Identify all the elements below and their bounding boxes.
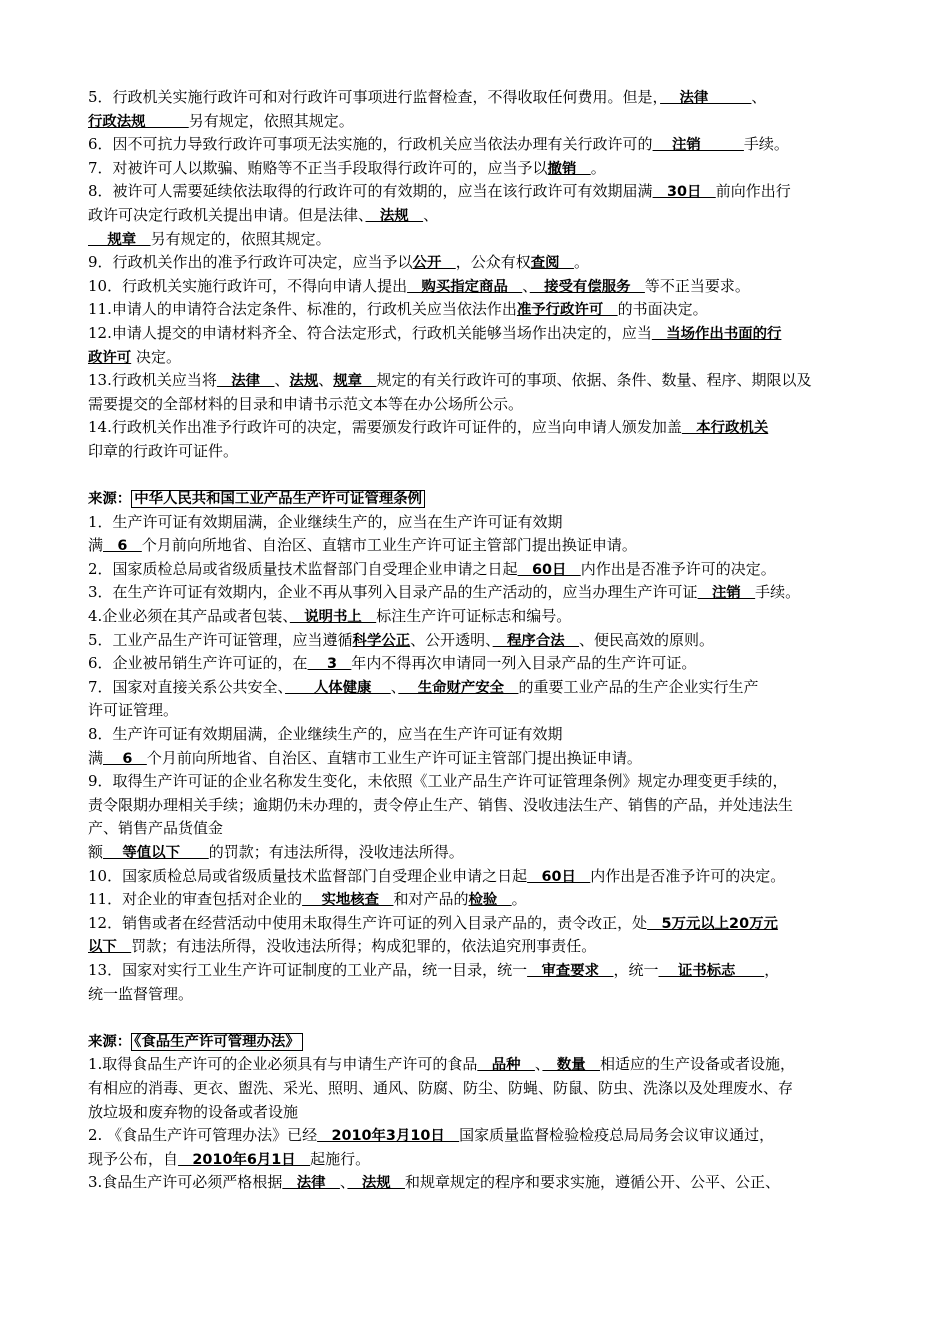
answer-blank: 当场作出书面的行 bbox=[651, 325, 782, 342]
text-run: 12．销售或者在经营活动中使用未取得生产许可证的列入目录产品的，责令改正，处 bbox=[88, 913, 648, 932]
text-run: 、公开透明、 bbox=[410, 630, 493, 649]
text-line bbox=[88, 935, 880, 959]
text-line bbox=[88, 369, 880, 393]
text-line bbox=[88, 1077, 880, 1101]
text-line bbox=[88, 393, 880, 417]
text-run: 1.取得食品生产许可的企业必须具有与申请生产许可的食品 bbox=[88, 1055, 478, 1074]
answer-blank: 本行政机关 bbox=[681, 420, 769, 437]
source-heading-food-production bbox=[88, 1030, 880, 1054]
text-line bbox=[88, 511, 880, 535]
text-line bbox=[88, 629, 880, 653]
answer-blank: 2010年3月10日 bbox=[317, 1128, 460, 1145]
text-line bbox=[88, 86, 880, 110]
answer-blank: 说明书上 bbox=[289, 609, 377, 626]
answer-blank: 60日 bbox=[517, 561, 581, 578]
text-run: 统一监督管理。 bbox=[88, 984, 194, 1003]
text-run: 13.行政机关应当将 bbox=[88, 371, 217, 390]
text-line bbox=[88, 699, 880, 723]
text-run: 、便民高效的原则。 bbox=[579, 630, 715, 649]
answer-blank: 实地核查 bbox=[302, 892, 394, 909]
section-administrative-licensing bbox=[88, 86, 880, 464]
text-line bbox=[88, 865, 880, 889]
answer-blank: 查阅 bbox=[530, 255, 574, 272]
text-line bbox=[88, 1101, 880, 1125]
answer-blank: 2010年6月1日 bbox=[178, 1151, 311, 1168]
text-run: 、 bbox=[751, 88, 767, 106]
answer-blank: 规章 bbox=[88, 231, 151, 248]
text-run: 规定的有关行政许可的事项、依据、条件、数量、程序、期限以及 bbox=[376, 371, 812, 390]
answer-blank: 购买指定商品 bbox=[407, 278, 523, 295]
text-line bbox=[88, 440, 880, 464]
text-line bbox=[88, 416, 880, 440]
answer-blank: 准予行政许可 bbox=[516, 302, 618, 319]
answer-blank: 法规 bbox=[289, 373, 319, 390]
text-run: 等不正当要求。 bbox=[644, 276, 750, 295]
answer-blank: 撤销 bbox=[547, 160, 591, 177]
text-run: 起施行。 bbox=[310, 1149, 371, 1168]
answer-blank: 政许可 bbox=[88, 349, 132, 366]
answer-blank: 法规 bbox=[365, 207, 424, 224]
text-run: 前向作出行 bbox=[715, 182, 791, 201]
text-run: 5．行政机关实施行政许可和对行政许可事项进行监督检查，不得收取任何费用。但是， bbox=[88, 88, 661, 106]
text-run: 。 bbox=[511, 890, 527, 909]
answer-blank: 公开 bbox=[412, 255, 456, 272]
answer-blank: 程序合法 bbox=[492, 632, 579, 649]
answer-blank: 注销 bbox=[697, 585, 756, 602]
text-line bbox=[88, 1124, 880, 1148]
text-line bbox=[88, 157, 880, 181]
text-run: 政许可决定行政机关提出申请。但是法律、 bbox=[88, 205, 366, 224]
text-run: 满 bbox=[88, 748, 104, 767]
text-line bbox=[88, 558, 880, 582]
text-run: 8．生产许可证有效期届满，企业继续生产的，应当在生产许可证有效期 bbox=[88, 725, 563, 744]
text-line bbox=[88, 770, 880, 794]
text-run: 9．取得生产许可证的企业名称发生变化，未依照《工业产品生产许可证管理条例》规定办理变更手续的， bbox=[88, 772, 788, 791]
text-line bbox=[88, 676, 880, 700]
text-line bbox=[88, 180, 880, 204]
answer-blank: 3 bbox=[307, 656, 352, 673]
section-spacer bbox=[88, 464, 880, 488]
answer-blank: 6 bbox=[103, 750, 147, 767]
text-line bbox=[88, 1148, 880, 1172]
text-run: 、 bbox=[318, 371, 334, 390]
text-run: 、 bbox=[534, 1055, 543, 1074]
text-run: 现予公布，自 bbox=[88, 1149, 179, 1168]
text-run: 2．国家质检总局或省级质量技术监督部门自受理企业申请之日起 bbox=[88, 559, 518, 578]
text-run: 的书面决定。 bbox=[617, 300, 708, 319]
source-label: 来源： bbox=[88, 491, 132, 508]
text-line bbox=[88, 888, 880, 912]
text-run: 产、销售产品货值金 bbox=[88, 819, 224, 838]
answer-blank: 60日 bbox=[527, 868, 591, 885]
text-run: 满 bbox=[88, 536, 104, 555]
answer-blank: 数量 bbox=[542, 1057, 600, 1074]
text-run: 相适应的生产设备或者设施， bbox=[600, 1055, 796, 1074]
text-run: 11.申请人的申请符合法定条件、标准的，行政机关应当依法作出 bbox=[88, 300, 517, 319]
text-line bbox=[88, 723, 880, 747]
answer-blank: 规章 bbox=[333, 373, 377, 390]
text-line bbox=[88, 534, 880, 558]
text-line bbox=[88, 110, 880, 134]
section-food-production bbox=[88, 1053, 880, 1195]
text-run: 2. 《食品生产许可管理办法》已经 bbox=[88, 1126, 318, 1145]
answer-blank: 5万元以上20万元 bbox=[647, 915, 778, 932]
text-run: 责令限期办理相关手续；逾期仍未办理的，责令停止生产、销售、没收违法生产、销售的产品，并处违法生 bbox=[88, 795, 794, 814]
text-run: 14.行政机关作出准予行政许可的决定，需要颁发行政许可证件的，应当向申请人颁发加盖 bbox=[88, 418, 682, 437]
text-run: 的罚款；有违法所得，没收违法所得。 bbox=[208, 843, 464, 861]
answer-blank: 法律 bbox=[660, 90, 752, 106]
text-line bbox=[88, 794, 880, 818]
text-run: 另有规定的，依照其规定。 bbox=[150, 229, 331, 248]
answer-blank: 法规 bbox=[347, 1175, 405, 1192]
text-line bbox=[88, 652, 880, 676]
text-line bbox=[88, 912, 880, 936]
text-run: 11．对企业的审查包括对企业的 bbox=[88, 890, 303, 909]
answer-blank: 接受有偿服务 bbox=[529, 278, 645, 295]
text-run: 4.企业必须在其产品或者包装、 bbox=[88, 607, 290, 626]
section-spacer bbox=[88, 1006, 880, 1030]
answer-blank: 检验 bbox=[468, 892, 512, 909]
text-line bbox=[88, 841, 880, 865]
answer-blank: 法律 bbox=[216, 373, 275, 390]
answer-blank: 证书标志 bbox=[658, 962, 765, 979]
text-run: 、 bbox=[390, 677, 399, 696]
text-run: 3．在生产许可证有效期内，企业不再从事列入目录产品的生产活动的，应当办理生产许可证 bbox=[88, 583, 698, 602]
text-line bbox=[88, 747, 880, 771]
text-line bbox=[88, 1053, 880, 1077]
text-run: 9．行政机关作出的准予行政许可决定，应当予以 bbox=[88, 253, 413, 272]
answer-blank: 30日 bbox=[652, 184, 716, 201]
text-run: ，统一 bbox=[613, 960, 659, 979]
document-page bbox=[88, 86, 880, 1195]
text-run: 国家质量监督检验检疫总局局务会议审议通过， bbox=[459, 1126, 775, 1145]
text-run: 年内不得再次申请同一列入目录产品的生产许可证。 bbox=[351, 654, 697, 673]
text-run: 、 bbox=[274, 371, 290, 390]
text-run: 10．行政机关实施行政许可，不得向申请人提出 bbox=[88, 276, 408, 295]
text-line bbox=[88, 983, 880, 1007]
text-run: 手续。 bbox=[755, 583, 801, 602]
answer-blank: 科学公正 bbox=[352, 632, 411, 649]
source-title: 中华人民共和国工业产品生产许可证管理条例 bbox=[131, 490, 425, 508]
text-run: 手续。 bbox=[743, 135, 789, 154]
text-run: 有相应的消毒、更衣、盥洗、采光、照明、通风、防腐、防尘、防蝇、防鼠、防虫、洗涤以及处理废水、存 bbox=[88, 1078, 794, 1097]
text-run: 7．国家对直接关系公共安全、 bbox=[88, 677, 286, 696]
answer-blank: 以下 bbox=[88, 939, 132, 956]
answer-blank: 人体健康 bbox=[285, 679, 391, 696]
text-run: 10．国家质检总局或省级质量技术监督部门自受理企业申请之日起 bbox=[88, 866, 528, 885]
text-run: 个月前向所地省、自治区、直辖市工业生产许可证主管部门提出换证申请。 bbox=[141, 536, 637, 555]
source-label: 来源： bbox=[88, 1033, 132, 1050]
text-run: 7．对被许可人以欺骗、贿赂等不正当手段取得行政许可的，应当予以 bbox=[88, 158, 548, 177]
source-title: 《食品生产许可管理办法》 bbox=[131, 1033, 303, 1051]
text-run: 的重要工业产品的生产企业实行生产 bbox=[518, 677, 759, 696]
text-run: 13．国家对实行工业生产许可证制度的工业产品，统一目录，统一 bbox=[88, 960, 528, 979]
text-run: 印章的行政许可证件。 bbox=[88, 441, 239, 460]
text-run: 个月前向所地省、自治区、直辖市工业生产许可证主管部门提出换证申请。 bbox=[146, 748, 642, 767]
text-run: 。 bbox=[590, 158, 606, 177]
text-run: 、 bbox=[522, 276, 530, 295]
text-line bbox=[88, 133, 880, 157]
text-run: 罚款；有违法所得，没收违法所得；构成犯罪的，依法追究刑事责任。 bbox=[131, 937, 597, 956]
text-run: 另有规定，依照其规定。 bbox=[188, 111, 354, 130]
text-run: 6．因不可抗力导致行政许可事项无法实施的，行政机关应当依法办理有关行政许可的 bbox=[88, 135, 653, 154]
text-run: 许可证管理。 bbox=[88, 701, 179, 720]
text-line bbox=[88, 251, 880, 275]
answer-blank: 生命财产安全 bbox=[398, 679, 519, 696]
answer-blank: 行政法规 bbox=[88, 113, 189, 130]
text-run: 、 bbox=[423, 205, 439, 224]
text-line bbox=[88, 298, 880, 322]
answer-blank: 审查要求 bbox=[527, 962, 614, 979]
text-line bbox=[88, 204, 880, 228]
text-run: 决定。 bbox=[131, 347, 181, 366]
text-run: ， bbox=[764, 960, 780, 979]
text-run: 6．企业被吊销生产许可证的，在 bbox=[88, 654, 308, 673]
text-run: 和对产品的 bbox=[393, 890, 469, 909]
text-run: 、 bbox=[339, 1173, 348, 1192]
text-run: 8．被许可人需要延续依法取得的行政许可的有效期的，应当在该行政许可有效期届满 bbox=[88, 182, 653, 201]
text-run: 需要提交的全部材料的目录和申请书示范文本等在办公场所公示。 bbox=[88, 394, 524, 413]
text-run: 3.食品生产许可必须严格根据 bbox=[88, 1173, 283, 1192]
answer-blank: 6 bbox=[103, 538, 142, 555]
text-run: 12.申请人提交的申请材料齐全、符合法定形式，行政机关能够当场作出决定的，应当 bbox=[88, 323, 652, 342]
text-line bbox=[88, 322, 880, 346]
text-line bbox=[88, 581, 880, 605]
text-run: 额 bbox=[88, 843, 104, 861]
answer-blank: 注销 bbox=[652, 137, 744, 154]
text-run: 和规章规定的程序和要求实施，遵循公开、公平、公正、 bbox=[405, 1173, 781, 1192]
text-line bbox=[88, 817, 880, 841]
text-run: 标注生产许可证标志和编号。 bbox=[376, 607, 572, 626]
text-run: 放垃圾和废弃物的设备或者设施 bbox=[88, 1102, 299, 1121]
text-line bbox=[88, 605, 880, 629]
text-run: 5．工业产品生产许可证管理，应当遵循 bbox=[88, 630, 353, 649]
source-heading-industrial-products bbox=[88, 487, 880, 511]
text-run: 内作出是否准予许可的决定。 bbox=[580, 559, 776, 578]
text-run: 1．生产许可证有效期届满，企业继续生产的，应当在生产许可证有效期 bbox=[88, 512, 563, 531]
answer-blank: 等值以下 bbox=[103, 845, 209, 861]
text-line bbox=[88, 346, 880, 370]
text-line bbox=[88, 275, 880, 299]
text-run: 。 bbox=[573, 253, 589, 272]
text-line bbox=[88, 1171, 880, 1195]
text-run: ，公众有权 bbox=[455, 253, 531, 272]
text-run: 内作出是否准予许可的决定。 bbox=[590, 866, 786, 885]
text-line bbox=[88, 959, 880, 983]
section-industrial-products bbox=[88, 511, 880, 1006]
answer-blank: 法律 bbox=[282, 1175, 340, 1192]
answer-blank: 品种 bbox=[477, 1057, 535, 1074]
text-line bbox=[88, 228, 880, 252]
